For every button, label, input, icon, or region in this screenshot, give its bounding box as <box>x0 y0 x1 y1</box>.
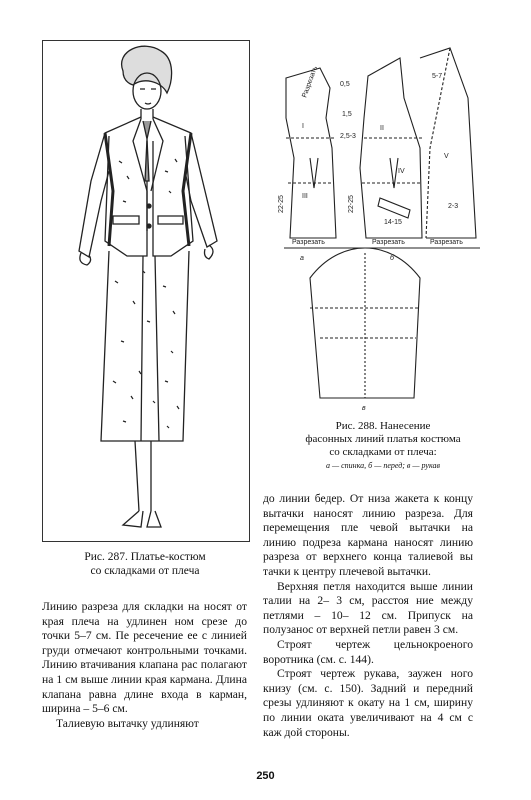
right-text-column <box>263 492 473 740</box>
left-paragraph-1: Линию разреза для складки на носят от края плеча на удлинен ном срезе до точки 5–7 см. Пе ресечение ее с линией груди отмечают контрольными точками. Линию втачивания клапана рас полагают на 1 см выше линии края кармана. Длина клапана равна длине входа в карман, ширина – 5–6 см. <box>42 600 247 716</box>
label-measure-7: 2,5-3 <box>340 133 356 140</box>
label-roman-3: III <box>302 193 308 200</box>
left-paragraph-2: Талиевую вытачку удлиняют <box>56 716 199 730</box>
figure-288-caption-sub: а — спинка, б — перед; в — рукав <box>326 461 440 470</box>
label-measure-2: 22-25 <box>348 195 355 213</box>
figure-288-pattern-draft <box>280 38 488 413</box>
label-b: б <box>390 255 394 262</box>
label-roman-1: I <box>302 123 304 130</box>
figure-288-caption-line2: фасонных линий платья костюма <box>305 433 461 445</box>
left-text-column <box>42 600 247 731</box>
right-paragraph-3: Строят чертеж цельнокроеного воротника (см. с. 144). <box>263 637 473 666</box>
figure-287-caption-line2: со складками от плеча <box>90 565 200 577</box>
label-measure-3: 14-15 <box>384 219 402 226</box>
right-paragraph-1: до линии бедер. От низа жакета к концу вытачки наносят линию разреза. Для перемещения пле чевой вытачки на линию подреза кармана наносят линию разреза от верхнего конца талиевой вы тачки к центру плечевой вытачки. <box>263 492 473 578</box>
figure-288-caption-line1: Рис. 288. Нанесение <box>335 420 431 432</box>
label-measure-4: 0,5 <box>340 81 350 88</box>
label-measure-5: 1,5 <box>342 111 352 118</box>
label-roman-5: V <box>444 153 449 160</box>
label-roman-4: IV <box>398 168 405 175</box>
figure-288-caption <box>268 420 498 472</box>
page-number: 250 <box>256 770 275 782</box>
label-razrezat-2: Разрезать <box>372 239 405 246</box>
dress-suit-drawing <box>43 41 249 541</box>
label-v: в <box>362 405 366 412</box>
label-a: а <box>300 255 304 262</box>
figure-288-caption-line3: со складками от плеча: <box>329 446 437 458</box>
label-razrezat-1: Разрезать <box>292 239 325 246</box>
figure-287-caption-line1: Рис. 287. Платье-костюм <box>84 551 206 563</box>
label-measure-6: 2-3 <box>448 203 459 210</box>
pattern-drawing <box>280 38 488 413</box>
label-measure-8: 5-7 <box>432 73 443 80</box>
label-razrezat-3: Разрезать <box>430 239 463 246</box>
label-razrezat-4: Разрезать <box>301 65 320 99</box>
figure-287-caption <box>42 550 248 578</box>
label-roman-2: II <box>380 125 384 132</box>
label-measure-1: 22-25 <box>278 195 285 213</box>
figure-287-illustration <box>42 40 250 542</box>
right-paragraph-4: Строят чертеж рукава, заужен ного книзу (см. с. 150). Задний и передний срезы удлиняют к окату на 1 см, ширину по линии оката увеличивают на 4 см с каж дой стороны. <box>263 667 473 739</box>
right-paragraph-2: Верхняя петля находится выше линии талии на 2– 3 см, расстоя ние между петлями – 10– 12 см. Припуск на полузаноc от верхней петли равен 3 см. <box>263 579 473 637</box>
